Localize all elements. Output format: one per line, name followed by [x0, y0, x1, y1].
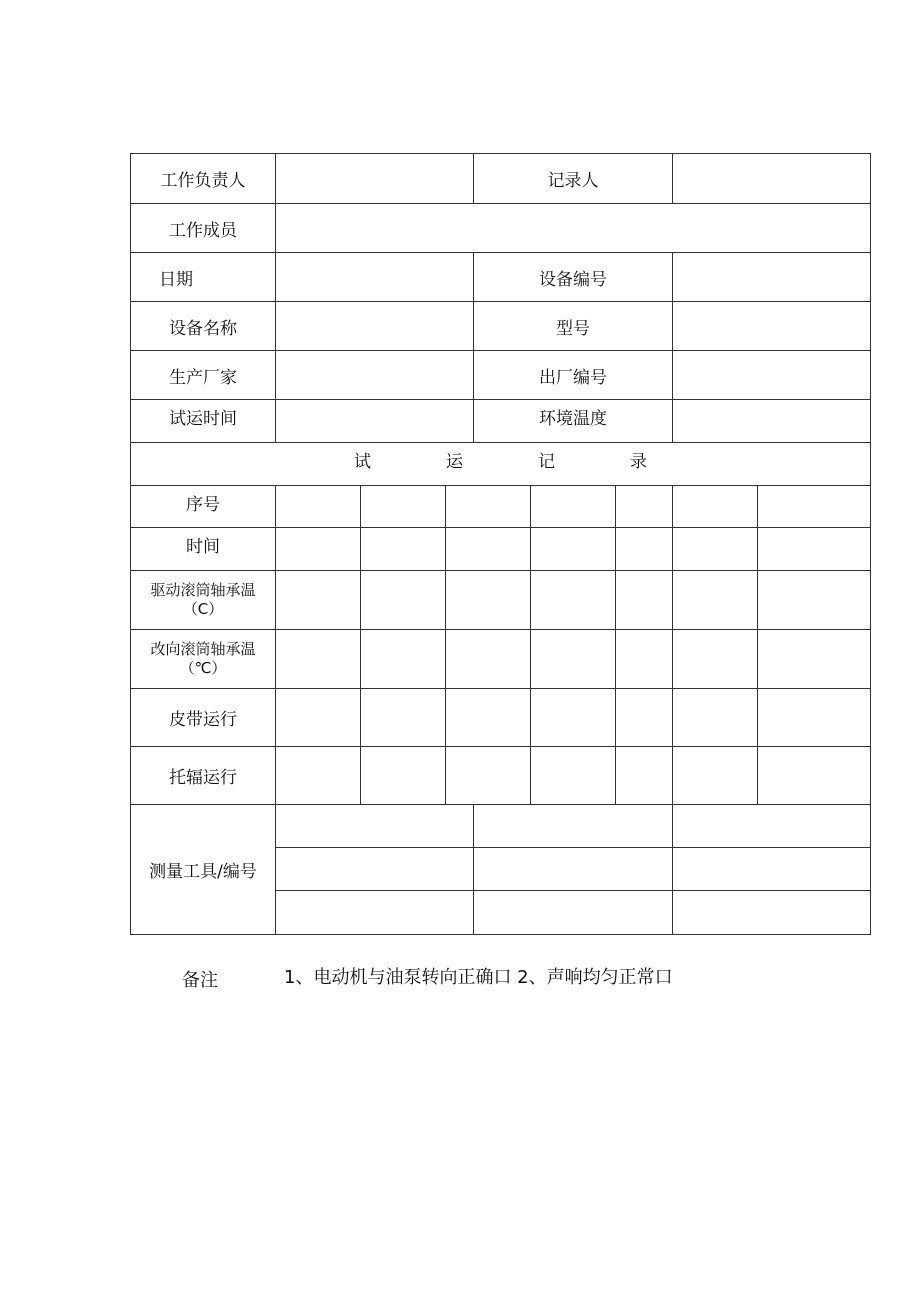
drive-drum-temp-line2: （C） — [182, 600, 224, 618]
seq-label: 序号 — [131, 486, 276, 528]
cell[interactable] — [446, 689, 531, 747]
time-row — [131, 528, 871, 571]
drive-drum-temp-line1: 驱动滚筒轴承温 — [150, 581, 256, 599]
equipment-no-value[interactable] — [673, 253, 871, 302]
cell[interactable] — [616, 528, 673, 571]
cell[interactable] — [616, 630, 673, 689]
cell[interactable] — [531, 747, 616, 805]
tool-cell[interactable] — [474, 891, 673, 935]
ambient-temp-value[interactable] — [673, 400, 871, 443]
equipment-name-value[interactable] — [276, 302, 474, 351]
redirect-drum-temp-line1: 改向滚筒轴承温 — [150, 640, 256, 658]
cell[interactable] — [758, 486, 871, 528]
cell[interactable] — [446, 747, 531, 805]
cell[interactable] — [531, 630, 616, 689]
model-value[interactable] — [673, 302, 871, 351]
cell[interactable] — [616, 571, 673, 630]
drive-drum-temp-row — [131, 571, 871, 630]
title-char-4: 录 — [630, 452, 647, 472]
idler-run-label: 托辐运行 — [131, 747, 276, 805]
trial-record-title — [131, 443, 871, 486]
cell[interactable] — [531, 689, 616, 747]
cell[interactable] — [361, 689, 446, 747]
idler-run-row — [131, 747, 871, 805]
cell[interactable] — [673, 689, 758, 747]
cell[interactable] — [446, 528, 531, 571]
title-char-3: 记 — [538, 452, 555, 472]
cell[interactable] — [758, 630, 871, 689]
cell[interactable] — [758, 689, 871, 747]
cell[interactable] — [276, 571, 361, 630]
measuring-tools-label: 测量工具/编号 — [131, 805, 276, 935]
recorder-value[interactable] — [673, 154, 871, 204]
cell[interactable] — [361, 571, 446, 630]
cell[interactable] — [758, 571, 871, 630]
cell[interactable] — [531, 528, 616, 571]
tool-cell[interactable] — [673, 805, 871, 848]
cell[interactable] — [276, 528, 361, 571]
belt-run-label: 皮带运行 — [131, 689, 276, 747]
tool-cell[interactable] — [673, 891, 871, 935]
cell[interactable] — [446, 630, 531, 689]
cell[interactable] — [276, 486, 361, 528]
cell[interactable] — [446, 571, 531, 630]
remarks-label: 备注 — [182, 970, 218, 991]
cell[interactable] — [276, 747, 361, 805]
date-label: 日期 — [131, 253, 276, 302]
cell[interactable] — [616, 689, 673, 747]
cell[interactable] — [531, 486, 616, 528]
title-char-1: 试 — [354, 452, 371, 472]
seq-row — [131, 486, 871, 528]
ambient-temp-label: 环境温度 — [474, 400, 673, 443]
cell[interactable] — [673, 528, 758, 571]
title-char-2: 运 — [446, 452, 463, 472]
cell[interactable] — [531, 571, 616, 630]
cell[interactable] — [616, 747, 673, 805]
cell[interactable] — [673, 747, 758, 805]
work-leader-value[interactable] — [276, 154, 474, 204]
tool-cell[interactable] — [474, 848, 673, 891]
cell[interactable] — [446, 486, 531, 528]
work-members-value[interactable] — [276, 204, 871, 253]
recorder-label: 记录人 — [474, 154, 673, 204]
trial-time-value[interactable] — [276, 400, 474, 443]
cell[interactable] — [673, 571, 758, 630]
equipment-name-label: 设备名称 — [131, 302, 276, 351]
cell[interactable] — [276, 630, 361, 689]
work-leader-label: 工作负责人 — [131, 154, 276, 204]
cell[interactable] — [361, 528, 446, 571]
cell[interactable] — [276, 689, 361, 747]
model-label: 型号 — [474, 302, 673, 351]
tool-cell[interactable] — [276, 848, 474, 891]
tool-cell[interactable] — [673, 848, 871, 891]
time-label: 时间 — [131, 528, 276, 571]
drive-drum-temp-label — [131, 571, 276, 630]
belt-run-row — [131, 689, 871, 747]
redirect-drum-temp-row — [131, 630, 871, 689]
trial-time-label: 试运时间 — [131, 400, 276, 443]
factory-no-value[interactable] — [673, 351, 871, 400]
remarks-text: 1、电动机与油泵转向正确口 2、声响均匀正常口 — [284, 967, 673, 988]
cell[interactable] — [361, 747, 446, 805]
manufacturer-label: 生产厂家 — [131, 351, 276, 400]
work-members-label: 工作成员 — [131, 204, 276, 253]
equipment-no-label: 设备编号 — [474, 253, 673, 302]
cell[interactable] — [673, 630, 758, 689]
cell[interactable] — [758, 747, 871, 805]
cell[interactable] — [361, 630, 446, 689]
tool-cell[interactable] — [276, 805, 474, 848]
redirect-drum-temp-label — [131, 630, 276, 689]
cell[interactable] — [758, 528, 871, 571]
manufacturer-value[interactable] — [276, 351, 474, 400]
date-value[interactable] — [276, 253, 474, 302]
tool-cell[interactable] — [276, 891, 474, 935]
tool-cell[interactable] — [474, 805, 673, 848]
cell[interactable] — [616, 486, 673, 528]
trial-run-record-table — [130, 153, 871, 935]
cell[interactable] — [361, 486, 446, 528]
cell[interactable] — [673, 486, 758, 528]
factory-no-label: 出厂编号 — [474, 351, 673, 400]
redirect-drum-temp-line2: （℃） — [179, 659, 227, 677]
